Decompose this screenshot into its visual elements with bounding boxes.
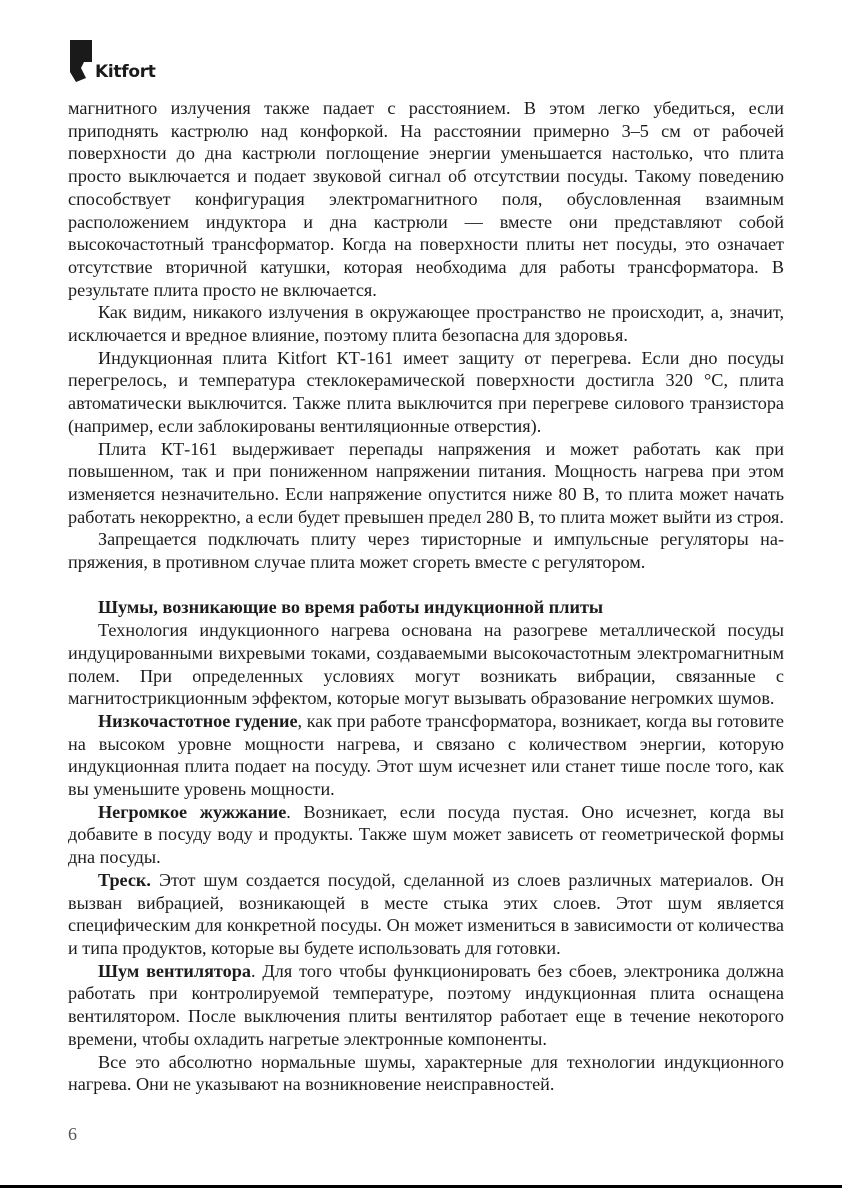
term-bold: Негромкое жужжание <box>98 801 287 822</box>
paragraph-text: Этот шум создается посудой, сделанной из слоев различных материалов. Он вызван вибрацией, возникающей в месте стыка этих слоев. Этот шум является специфическим для конкретной посуды. Он может измениться в зависимости от количества и типа продуктов, которые вы будете использовать для готовки. <box>68 869 784 958</box>
paragraph-text: Технология индукционного нагрева основана на разогреве металлической посуды индуцированными вихревыми токами, создаваемыми высокочастотным электромагнитным полем. При определенных условиях могут возникать вибрации, связанные с магнитострикционным эффектом, которые могут вызывать образование негромких шумов. <box>68 620 784 709</box>
paragraph <box>68 710 784 801</box>
paragraph-text: , как при работе трансформатора, возникает, когда вы готовите на высоком уровне мощности нагрева, и связано с количеством энергии, которую индукционная плита подает на посуду. Этот шум исчезнет или станет тише после того, как вы уменьшите уровень мощности. <box>68 710 785 800</box>
paragraph <box>68 869 784 960</box>
section-heading: Шумы, возникающие во время работы индукционной плиты <box>98 597 604 618</box>
paragraph <box>68 1051 784 1096</box>
term-bold: Треск. <box>98 869 151 890</box>
paragraph <box>68 619 784 710</box>
document-body <box>68 97 784 1096</box>
paragraph <box>68 801 784 869</box>
paragraph-text: . Возникает, если посуда пустая. Оно исчезнет, когда вы добавите в посуду воду и продукты. Также шум может зависеть от геометрической формы дна посуды. <box>68 801 784 868</box>
paragraph: магнитного излучения также падает с расстоянием. В этом легко убедиться, если приподнять кастрюлю над конфоркой. На расстоянии примерно 3–5 см от рабочей поверхности до дна кастрюли поглощение энергии уменьшается настолько, что плита просто выключается и подает звуковой сигнал об отсутствии посуды. Такому поведению способствует конфигурация электромагнитного поля, обусловленная взаимным расположением индуктора и дна кастрюли — вместе они представляют собой высокочастотный трансформатор. Когда на поверхности плиты нет посуды, это означает отсутствие вторичной катушки, которая необходима для работы трансформатора. В результате плита просто не включается. <box>68 98 784 300</box>
page-number: 6 <box>68 1124 77 1144</box>
term-bold: Шум вентилятора <box>98 960 251 981</box>
paragraph: Запрещается подключать плиту через тиристорные и импульсные регуляторы напряжения, в противном случае плита может сгореть вместе с регулятором. <box>68 529 784 573</box>
kitfort-logo <box>68 38 178 86</box>
paragraph: Плита КТ-161 выдерживает перепады напряжения и может работать как при повышенном, так и при пониженном напряжении питания. Мощность нагрева при этом изменяется незначительно. Если напряжение опустится ниже 80 В, то плита может начать работать некорректно, а если будет превышен предел 280 В, то плита может выйти из строя. <box>68 438 784 527</box>
term-bold: Низкочастотное гудение <box>98 710 298 731</box>
paragraph: Индукционная плита Kitfort КТ-161 имеет защиту от перегрева. Если дно посуды перегрелось, и температура стеклокерамической поверхности достигла 320 °C, плита автоматически выключится. Также плита выключится при перегреве силового транзистора (например, если заблокированы вентиляционные отверстия). <box>68 347 784 436</box>
paragraph-text: . Для того чтобы функционировать без сбоев, электроника должна работать при контролируемой температуре, поэтому индукционная плита оснащена вентилятором. После выключения плиты вентилятор работает еще в течение некоторого времени, чтобы охладить нагретые электронные компоненты. <box>68 960 784 1049</box>
paragraph-text: Все это абсолютно нормальные шумы, характерные для технологии индукционного нагрева. Они не указывают на возникновение неисправностей. <box>68 1051 784 1095</box>
paragraph <box>68 960 784 1051</box>
brand-name: Kitfort <box>95 62 156 82</box>
kitfort-logo-icon <box>68 38 94 84</box>
paragraph: Как видим, никакого излучения в окружающее пространство не происходит, а, значит, исключается и вредное влияние, поэтому плита безопасна для здоровья. <box>68 302 784 346</box>
